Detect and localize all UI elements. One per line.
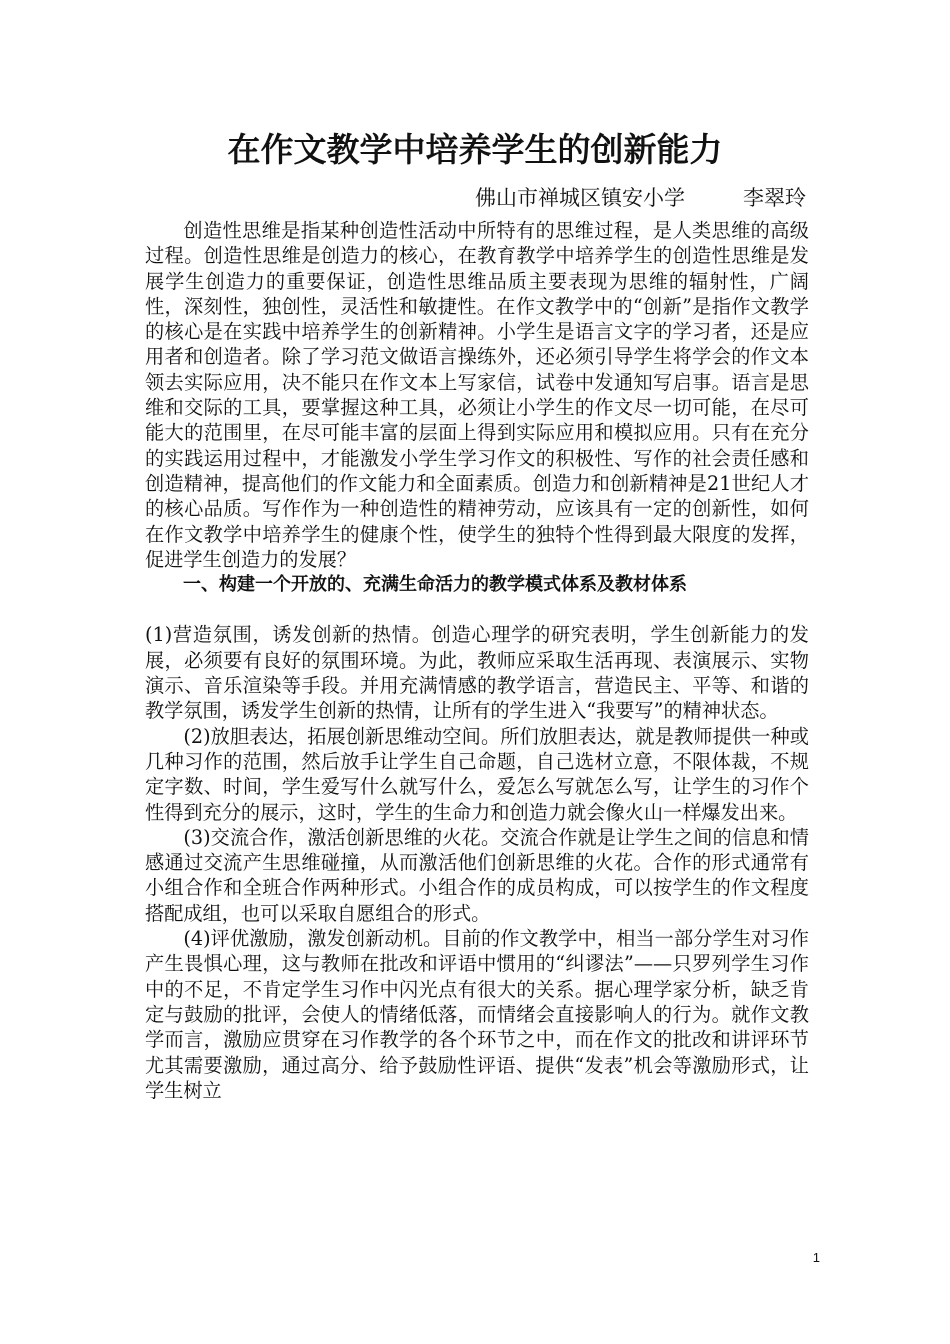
paragraph-3: (3)交流合作，激活创新思维的火花。交流合作就是让学生之间的信息和情感通过交流产生思维碰撞，从而激活他们创新思维的火花。合作的形式通常有小组合作和全班合作两种形式。小组合作的成员构成，可以按学生的作文程度搭配成组，也可以采取自愿组合的形式。 xyxy=(145,825,809,925)
section-spacer xyxy=(145,597,809,622)
document-body xyxy=(145,218,809,1103)
intro-paragraph: 创造性思维是指某种创造性活动中所特有的思维过程，是人类思维的高级过程。创造性思维是创造力的核心，在教育教学中培养学生的创造性思维是发展学生创造力的重要保证，创造性思维品质主要表现为思维的辐射性，广阔性，深刻性，独创性，灵活性和敏捷性。在作文教学中的“创新”是指作文教学的核心是在实践中培养学生的创新精神。小学生是语言文字的学习者，还是应用者和创造者。除了学习范文做语言操练外，还必须引导学生将学会的作文本领去实际应用，决不能只在作文本上写家信，试卷中发通知写启事。语言是思维和交际的工具，要掌握这种工具，必须让小学生的作文尽一切可能，在尽可能大的范围里，在尽可能丰富的层面上得到实际应用和模拟应用。只有在充分的实践运用过程中，才能激发小学生学习作文的积极性、写作的社会责任感和创造精神，提高他们的作文能力和全面素质。创造力和创新精神是21世纪人才的核心品质。写作作为一种创造性的精神劳动，应该具有一定的创新性，如何在作文教学中培养学生的健康个性，使学生的独特个性得到最大限度的发挥，促进学生创造力的发展？ xyxy=(145,219,809,571)
author-name: 李翠玲 xyxy=(743,186,806,210)
paragraph-2: (2)放胆表达，拓展创新思维动空间。所们放胆表达，就是教师提供一种或几种习作的范围，然后放手让学生自己命题，自己选材立意，不限体裁，不规定字数、时间，学生爱写什么就写什么，爱怎么写就怎么写，让学生的习作个性得到充分的展示，这时，学生的生命力和创造力就会像火山一样爆发出来。 xyxy=(145,724,809,824)
section-heading-1: 一、构建一个开放的、充满生命活力的教学模式体系及教材体系 xyxy=(183,574,687,596)
paragraph-4: (4)评优激励，激发创新动机。目前的作文教学中，相当一部分学生对习作产生畏惧心理，这与教师在批改和评语中惯用的“纠谬法”——只罗列学生习作中的不足，不肯定学生习作中闪光点有很大的关系。据心理学家分析，缺乏肯定与鼓励的批评，会使人的情绪低落，而情绪会直接影响人的行为。就作文教学而言，激励应贯穿在习作教学的各个环节之中，而在作文的批改和讲评环节尤其需要激励，通过高分、给予鼓励性评语、提供“发表”机会等激励形式，让学生树立 xyxy=(145,927,809,1102)
author-line xyxy=(330,182,806,214)
page-number: 1 xyxy=(812,1250,820,1265)
school-name: 佛山市禅城区镇安小学 xyxy=(475,186,685,210)
paragraph-1: (1)营造氛围，诱发创新的热情。创造心理学的研究表明，学生创新能力的发展，必须要有良好的氛围环境。为此，教师应采取生活再现、表演展示、实物演示、音乐渲染等手段。并用充满情感的教学语言，营造民主、平等、和谐的教学氛围，诱发学生创新的热情，让所有的学生进入“我要写”的精神状态。 xyxy=(145,623,809,723)
document-title: 在作文教学中培养学生的创新能力 xyxy=(227,130,723,169)
